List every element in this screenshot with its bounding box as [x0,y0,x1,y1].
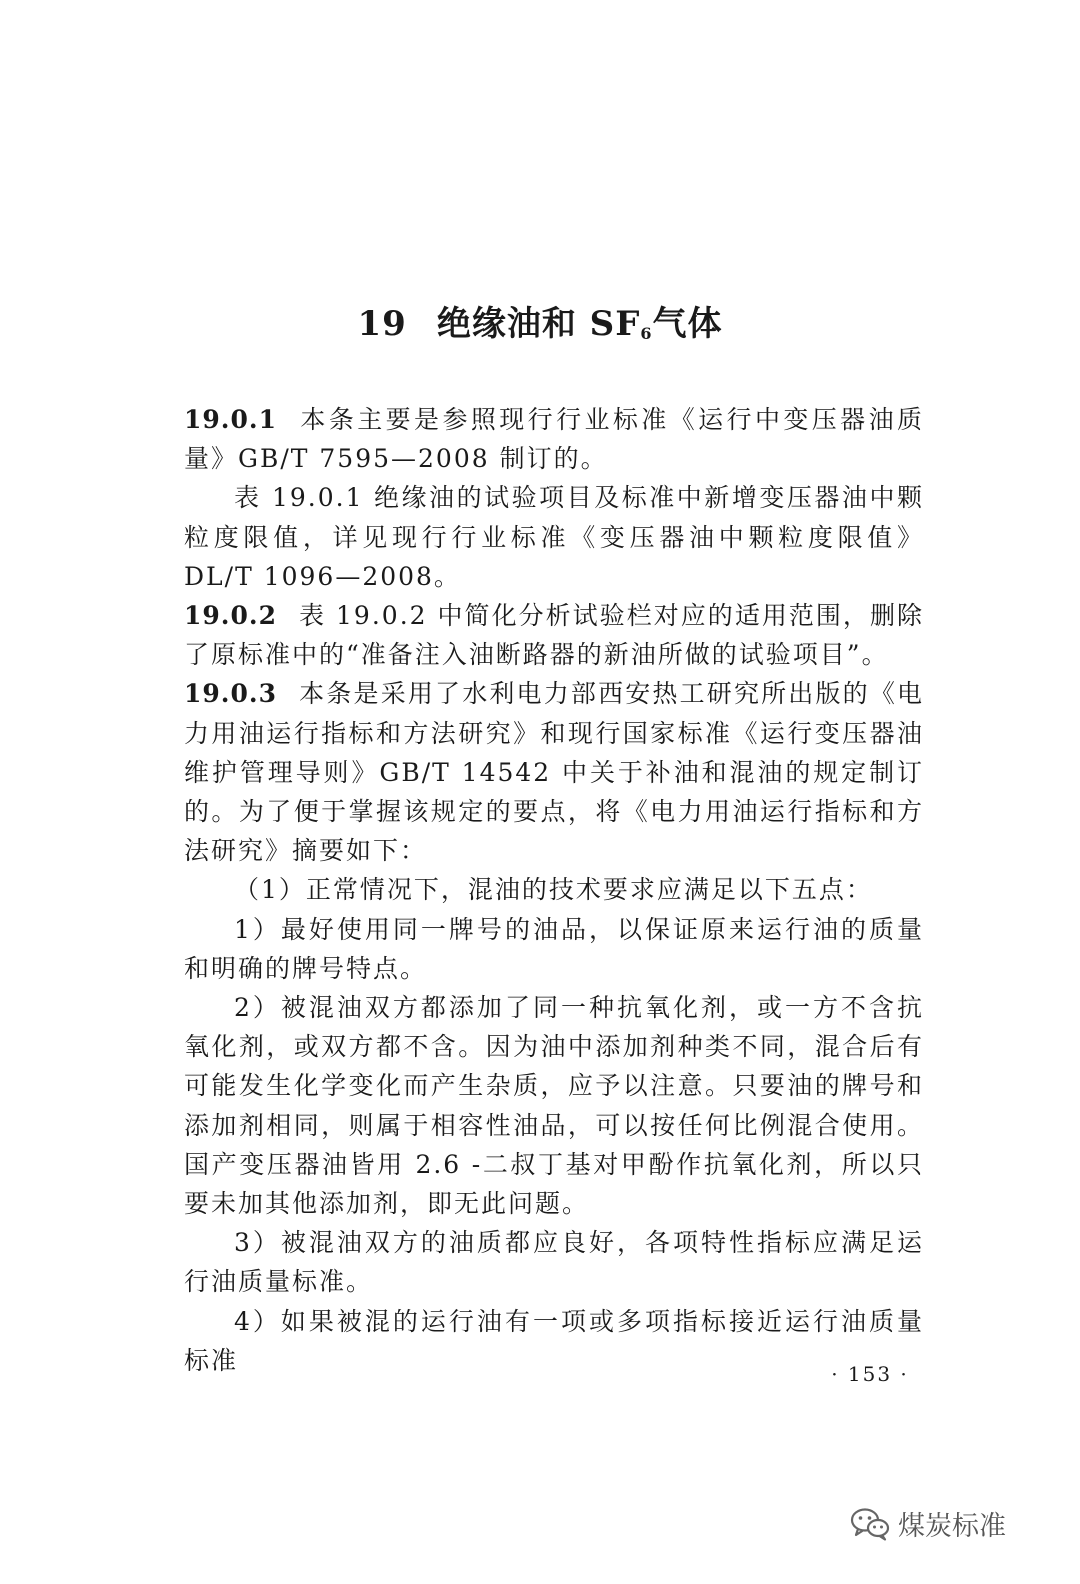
clause-number: 19.0.1 [184,405,277,434]
wechat-icon [850,1507,890,1541]
chapter-title [0,301,1080,357]
clause-number: 19.0.2 [184,601,277,631]
clause-number: 19.0.3 [184,679,277,709]
watermark-text: 煤炭标准 [898,1511,1006,1542]
paragraph-text: 本条是采用了水利电力部西安热工研究所出版的《电力用油运行指标和方法研究》和现行国家标准《运行变压器油维护管理导则》GB/T 14542 中关于补油和混油的规定制订的。为了便于掌握该规定的要点，将《电力用油运行指标和方法研究》摘要如下： [184,679,924,866]
chapter-title-text: 绝缘油和 SF [436,303,641,344]
paragraph [184,674,924,870]
chapter-title-suffix: 气体 [652,303,723,344]
chapter-title-subscript: 6 [640,323,653,343]
paragraph [184,400,924,478]
paragraph-text: 本条主要是参照现行行业标准《运行中变压器油质量》GB/T 7595—2008 制订的。 [184,405,924,474]
paragraph-text: 表 19.0.2 中简化分析试验栏对应的适用范围，删除了原标准中的“准备注入油断路器的新油所做的试验项目”。 [184,601,924,670]
paragraph: 4）如果被混的运行油有一项或多项指标接近运行油质量标准 [184,1306,924,1375]
paragraph: 3）被混油双方的油质都应良好，各项特性指标应满足运行油质量标准。 [184,1228,924,1297]
page-number: · 153 · [831,1362,909,1386]
watermark [850,1504,1006,1543]
body-text [184,400,924,1380]
paragraph: 1）最好使用同一牌号的油品，以保证原来运行油的质量和明确的牌号特点。 [184,914,924,983]
chapter-number: 19 [357,303,407,344]
paragraph: （1）正常情况下，混油的技术要求应满足以下五点： [234,875,873,905]
paragraph: 表 19.0.1 绝缘油的试验项目及标准中新增变压器油中颗粒度限值，详见现行行业标准《变压器油中颗粒度限值》DL/T 1096—2008。 [184,483,924,591]
paragraph [184,596,924,674]
paragraph: 2）被混油双方都添加了同一种抗氧化剂，或一方不含抗氧化剂，或双方都不含。因为油中添加剂种类不同，混合后有可能发生化学变化而产生杂质，应予以注意。只要油的牌号和添加剂相同，则属于相容性油品，可以按任何比例混合使用。国产变压器油皆用 2.6 -二叔丁基对甲酚作抗氧化剂，所以只要未加其他添加剂，即无此问题。 [184,993,924,1219]
